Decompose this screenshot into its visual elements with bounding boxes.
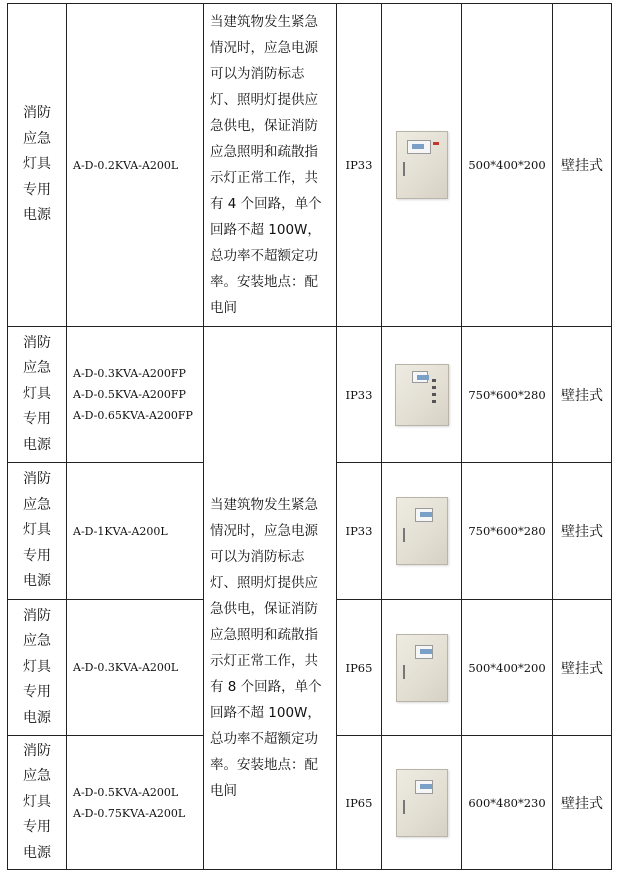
power-cabinet-photo-icon [396,131,448,199]
dimensions-cell [462,736,552,869]
dimensions-cell [462,327,552,462]
ip-rating-cell [337,736,381,869]
product-image-cell [382,327,461,462]
ip-rating: IP33 [345,387,373,402]
mount-type: 壁挂式 [561,660,603,677]
product-image-cell [382,736,461,869]
product-name-cell [8,327,66,462]
dimensions: 600*480*230 [468,795,546,810]
product-image-cell [382,463,461,599]
mount-type-cell [553,463,611,599]
table-border [7,869,612,870]
description-cell [204,327,336,869]
product-name-cell [8,600,66,735]
product-name: 消防应急灯具专用电源 [23,471,51,590]
power-cabinet-photo-icon [396,497,448,565]
dimensions: 500*400*200 [468,158,546,172]
product-name-cell [8,4,66,326]
model-number: A-D-0.3KVA-A200L [73,661,179,674]
description-cell [204,4,336,326]
ip-rating: IP65 [345,660,373,675]
ip-rating: IP33 [345,158,373,172]
ip-rating-cell [337,600,381,735]
product-image-cell [382,4,461,326]
mount-type-cell [553,4,611,326]
model-cell [67,463,203,599]
product-name: 消防应急灯具专用电源 [23,334,51,453]
power-cabinet-photo-icon [396,769,448,837]
mount-type-cell [553,736,611,869]
model-number: A-D-1KVA-A200L [73,524,168,538]
description-text: 当建筑物发生紧急情况时，应急电源可以为消防标志灯、照明灯提供应急供电，保证消防应急照明和疏散指示灯正常工作，共有 8 个回路，单个回路不超 100W，总功率不超额定功率。安装地点：配电间 [210,497,322,799]
model-number: A-D-0.5KVA-A200L A-D-0.75KVA-A200L [73,785,186,820]
model-cell [67,736,203,869]
product-name: 消防应急灯具专用电源 [23,607,51,726]
product-image-cell [382,600,461,735]
dimensions-cell [462,4,552,326]
table-border [611,3,612,870]
ip-rating: IP33 [345,524,373,538]
power-cabinet-photo-icon [396,634,448,702]
dimensions: 750*600*280 [468,524,546,538]
description-text: 当建筑物发生紧急情况时，应急电源可以为消防标志灯、照明灯提供应急供电，保证消防应急照明和疏散指示灯正常工作，共有 4 个回路，单个回路不超 100W，总功率不超额定功率。安装地点：配电间 [210,14,322,316]
dimensions-cell [462,463,552,599]
mount-type-cell [553,600,611,735]
ip-rating-cell [337,4,381,326]
ip-rating-cell [337,327,381,462]
ip-rating: IP65 [345,795,373,810]
dimensions: 500*400*200 [468,660,546,675]
mount-type: 壁挂式 [561,387,603,404]
mount-type-cell [553,327,611,462]
mount-type: 壁挂式 [561,524,603,540]
product-name-cell [8,736,66,869]
product-name-cell [8,463,66,599]
power-cabinet-photo-icon [395,364,449,426]
product-name: 消防应急灯具专用电源 [23,742,51,861]
mount-type: 壁挂式 [561,795,603,812]
model-number: A-D-0.2KVA-A200L [73,158,179,172]
model-cell [67,600,203,735]
ip-rating-cell [337,463,381,599]
dimensions-cell [462,600,552,735]
mount-type: 壁挂式 [561,158,603,174]
model-cell [67,327,203,462]
product-table [7,3,613,870]
model-cell [67,4,203,326]
model-number: A-D-0.3KVA-A200FP A-D-0.5KVA-A200FP A-D-0.65KVA-A200FP [73,367,193,422]
product-name: 消防应急灯具专用电源 [23,105,51,224]
dimensions: 750*600*280 [468,387,546,402]
